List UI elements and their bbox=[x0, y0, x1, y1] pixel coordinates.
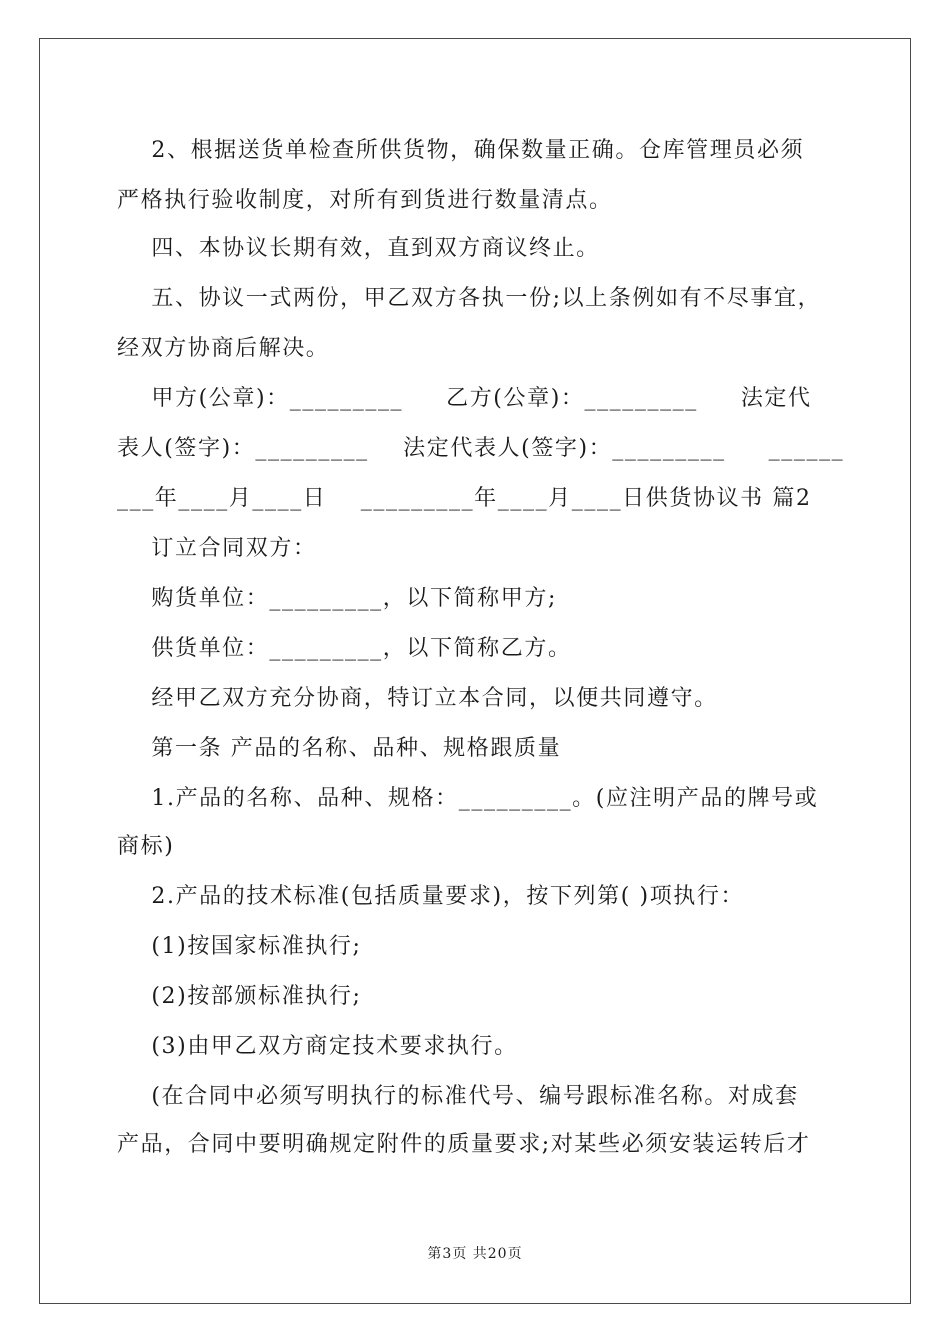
paragraph-line: 经双方协商后解决。 bbox=[117, 336, 330, 361]
paragraph-line: 订立合同双方： bbox=[117, 536, 317, 561]
paragraph-line: 经甲乙双方充分协商，特订立本合同，以便共同遵守。 bbox=[117, 686, 718, 711]
page-border bbox=[39, 38, 911, 1304]
list-item: (3)由甲乙双方商定技术要求执行。 bbox=[117, 1034, 518, 1059]
list-item: (2)按部颁标准执行; bbox=[117, 984, 362, 1009]
paragraph-line: 产品，合同中要明确规定附件的质量要求;对某些必须安装运转后才 bbox=[117, 1132, 811, 1157]
signature-line: 甲方(公章)：_________ 乙方(公章)：_________ 法定代 bbox=[117, 386, 812, 411]
paragraph-line: 四、本协议长期有效，直到双方商议终止。 bbox=[117, 236, 600, 261]
paragraph-line: 商标) bbox=[117, 834, 175, 859]
section-heading: 第一条 产品的名称、品种、规格跟质量 bbox=[117, 736, 562, 761]
date-line: ___年____月____日 _________年____月____日供货协议书 篇2 bbox=[117, 486, 812, 511]
paragraph-line: 2.产品的技术标准(包括质量要求)，按下列第( )项执行： bbox=[117, 884, 745, 909]
paragraph-line: 1.产品的名称、品种、规格：_________。(应注明产品的牌号或 bbox=[117, 786, 819, 811]
paragraph-line: 购货单位：_________，以下简称甲方; bbox=[117, 586, 557, 611]
paragraph-line: 供货单位：_________，以下简称乙方。 bbox=[117, 636, 572, 661]
paragraph-line: 2、根据送货单检查所供货物，确保数量正确。仓库管理员必须 bbox=[117, 138, 805, 163]
paragraph-line: 严格执行验收制度，对所有到货进行数量清点。 bbox=[117, 188, 613, 213]
signature-line: 表人(签字)：_________ 法定代表人(签字)：_________ ______ bbox=[117, 436, 845, 461]
paragraph-line: (在合同中必须写明执行的标准代号、编号跟标准名称。对成套 bbox=[117, 1084, 799, 1109]
page-footer: 第3页 共20页 bbox=[427, 1246, 523, 1262]
list-item: (1)按国家标准执行; bbox=[117, 934, 362, 959]
paragraph-line: 五、协议一式两份，甲乙双方各执一份;以上条例如有不尽事宜， bbox=[117, 286, 822, 311]
